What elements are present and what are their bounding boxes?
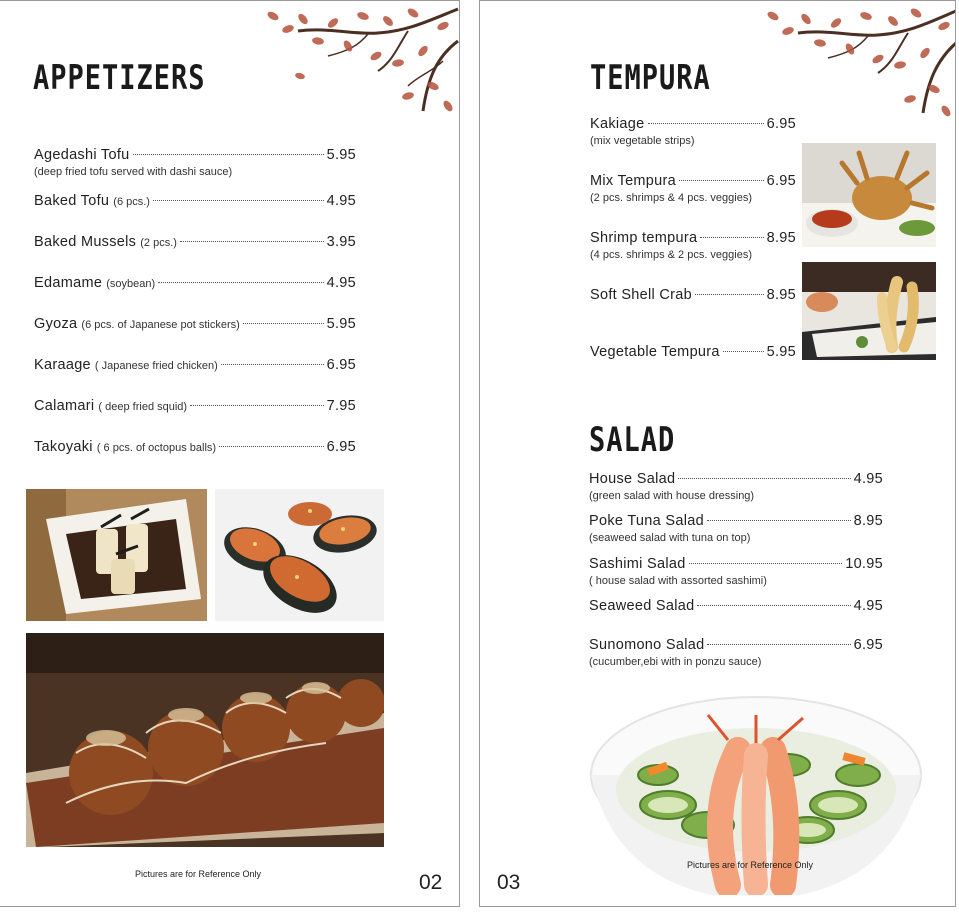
item-description: (cucumber,ebi with in ponzu sauce): [589, 656, 762, 668]
item-description: (green salad with house dressing): [589, 490, 755, 502]
shrimp-tempura-photo: [802, 262, 936, 360]
item-price: 5.95: [326, 316, 356, 332]
item-name: Baked Tofu: [34, 193, 110, 209]
item-price: 8.95: [766, 230, 796, 246]
cherry-branch-decoration: [258, 1, 460, 131]
item-name: Baked Mussels: [34, 234, 137, 250]
baked-mussels-photo: [215, 489, 384, 621]
item-price: 5.95: [766, 344, 796, 360]
cherry-branch-decoration: [758, 1, 956, 131]
item-price: 6.95: [766, 116, 796, 132]
item-name: Edamame: [34, 275, 103, 291]
item-description: (4 pcs. shrimps & 2 pcs. veggies): [590, 249, 753, 261]
page-number: 02: [419, 871, 443, 894]
item-price: 4.95: [853, 598, 883, 614]
item-note: (6 pcs. of Japanese pot stickers): [81, 319, 240, 331]
menu-item-kakiage: [590, 116, 796, 147]
item-description: (deep fried tofu served with dashi sauce): [34, 166, 233, 178]
item-price: 7.95: [326, 398, 356, 414]
item-name: Agedashi Tofu: [34, 147, 130, 163]
item-name: Shrimp tempura: [590, 230, 698, 246]
item-note: ( deep fried squid): [98, 401, 188, 413]
item-name: Calamari: [34, 398, 95, 414]
item-price: 10.95: [845, 556, 883, 572]
menu-item-poke-tuna-salad: [589, 513, 883, 544]
item-price: 8.95: [766, 287, 796, 303]
item-note: ( 6 pcs. of octopus balls): [96, 442, 217, 454]
item-description: (2 pcs. shrimps & 4 pcs. veggies): [590, 192, 753, 204]
menu-item-gyoza: [34, 316, 356, 332]
item-note: (6 pcs.): [113, 196, 150, 208]
item-price: 6.95: [326, 439, 356, 455]
menu-item-baked-tofu: [34, 193, 356, 209]
item-price: 6.95: [853, 637, 883, 653]
item-name: Soft Shell Crab: [590, 287, 693, 303]
item-name: Seaweed Salad: [589, 598, 695, 614]
menu-page-02: [0, 0, 460, 907]
menu-item-shrimp-tempura: [590, 230, 796, 261]
menu-item-soft-shell-crab: [590, 287, 796, 303]
menu-item-seaweed-salad: [589, 598, 883, 614]
reference-disclaimer: Pictures are for Reference Only: [687, 860, 814, 870]
item-name: Gyoza: [34, 316, 78, 332]
page-number: 03: [497, 871, 521, 894]
item-price: 4.95: [326, 275, 356, 291]
item-price: 8.95: [853, 513, 883, 529]
item-name: Takoyaki: [34, 439, 93, 455]
item-name: Sashimi Salad: [589, 556, 686, 572]
agedashi-tofu-photo: [26, 489, 207, 621]
menu-item-sashimi-salad: [589, 556, 883, 587]
menu-item-edamame: [34, 275, 356, 291]
item-price: 4.95: [853, 471, 883, 487]
item-price: 6.95: [766, 173, 796, 189]
menu-page-03: [479, 0, 956, 907]
reference-disclaimer: Pictures are for Reference Only: [135, 869, 262, 879]
menu-item-baked-mussels: [34, 234, 356, 250]
item-price: 4.95: [326, 193, 356, 209]
item-price: 6.95: [326, 357, 356, 373]
item-price: 3.95: [326, 234, 356, 250]
menu-item-house-salad: [589, 471, 883, 502]
item-name: Mix Tempura: [590, 173, 677, 189]
menu-item-sunomono-salad: [589, 637, 883, 668]
menu-item-agedashi-tofu: [34, 147, 356, 178]
menu-item-calamari: [34, 398, 356, 414]
takoyaki-photo: [26, 633, 384, 847]
item-note: ( Japanese fried chicken): [94, 360, 218, 372]
item-price: 5.95: [326, 147, 356, 163]
salad-heading: SALAD: [589, 421, 676, 460]
item-note: (soybean): [106, 278, 156, 290]
item-name: Vegetable Tempura: [590, 344, 720, 360]
menu-item-vegetable-tempura: [590, 344, 796, 360]
soft-shell-crab-photo: [802, 143, 936, 247]
item-name: House Salad: [589, 471, 676, 487]
item-name: Karaage: [34, 357, 91, 373]
item-name: Poke Tuna Salad: [589, 513, 704, 529]
tempura-heading: TEMPURA: [590, 59, 711, 98]
menu-item-karaage: [34, 357, 356, 373]
item-name: Kakiage: [590, 116, 645, 132]
menu-item-takoyaki: [34, 439, 356, 455]
appetizers-heading: APPETIZERS: [33, 59, 206, 98]
item-note: (2 pcs.): [140, 237, 177, 249]
item-description: (seaweed salad with tuna on top): [589, 532, 751, 544]
item-description: ( house salad with assorted sashimi): [589, 575, 767, 587]
menu-item-mix-tempura: [590, 173, 796, 204]
item-description: (mix vegetable strips): [590, 135, 695, 147]
item-name: Sunomono Salad: [589, 637, 705, 653]
